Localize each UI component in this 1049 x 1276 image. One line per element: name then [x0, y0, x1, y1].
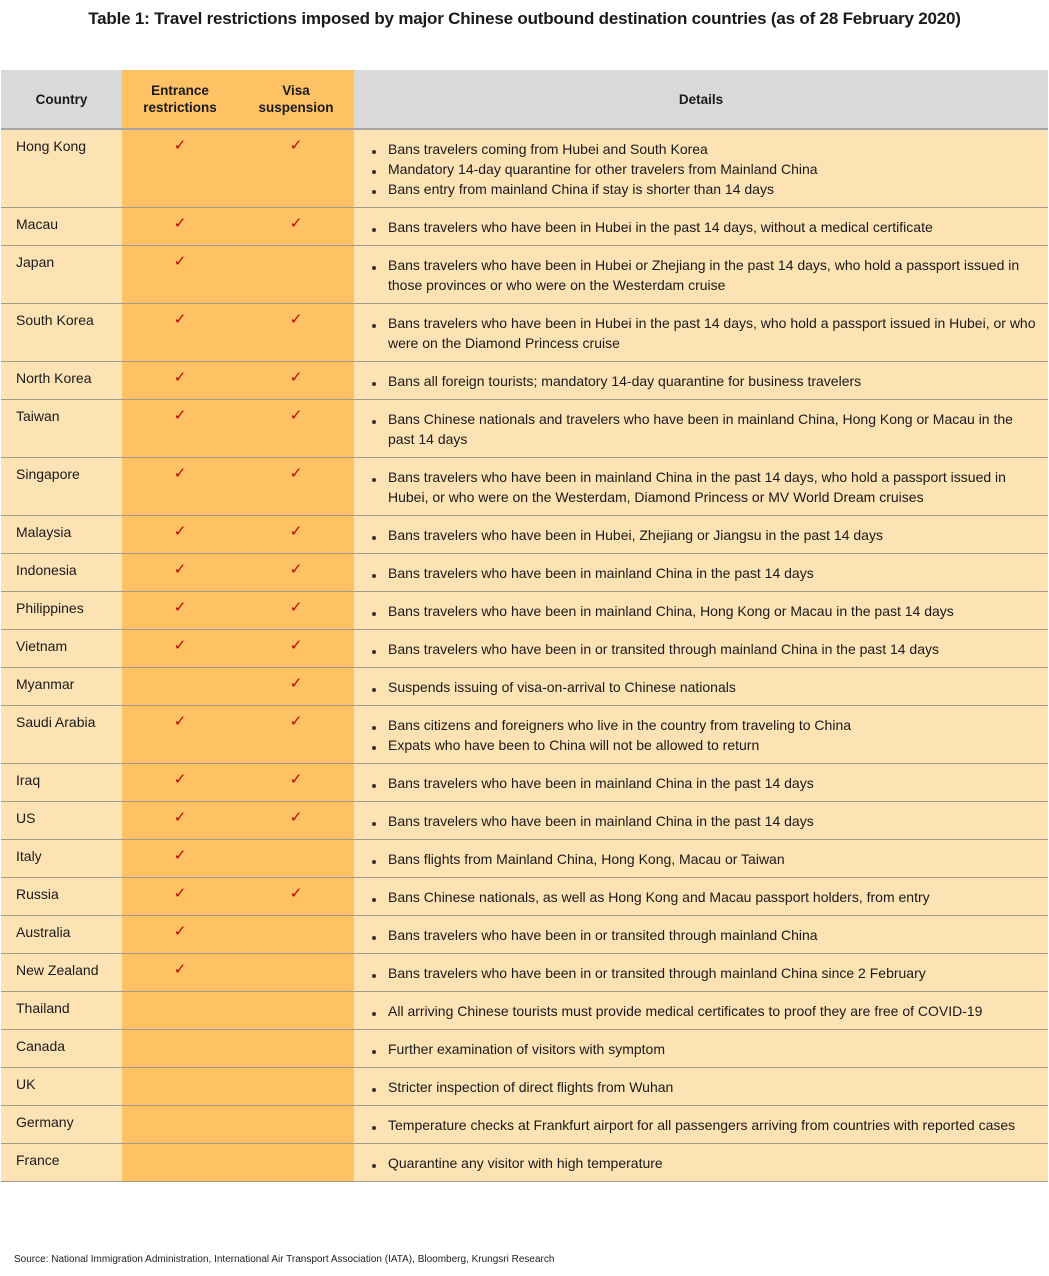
check-icon: ✓ — [173, 923, 187, 940]
header-entrance-restrictions — [122, 70, 238, 129]
country-cell: New Zealand — [1, 954, 122, 992]
details-list — [370, 887, 1038, 907]
entrance-restriction-cell — [122, 840, 238, 878]
details-list — [370, 313, 1038, 353]
details-list — [370, 217, 1038, 237]
visa-suspension-cell — [238, 554, 354, 592]
detail-item: Temperature checks at Frankfurt airport for all passengers arriving from countries with reported cases — [370, 1115, 1038, 1135]
detail-item: Mandatory 14-day quarantine for other travelers from Mainland China — [370, 159, 1038, 179]
check-icon: ✓ — [289, 675, 303, 692]
detail-item: Suspends issuing of visa-on-arrival to Chinese nationals — [370, 677, 1038, 697]
header-details: Details — [354, 70, 1048, 129]
details-list — [370, 1077, 1038, 1097]
details-list — [370, 409, 1038, 449]
entrance-restriction-cell — [122, 592, 238, 630]
visa-suspension-cell — [238, 706, 354, 764]
details-list — [370, 1153, 1038, 1173]
entrance-restriction-cell — [122, 1144, 238, 1182]
check-icon: ✓ — [289, 311, 303, 328]
check-icon: ✓ — [289, 771, 303, 788]
detail-item: Bans travelers who have been in Hubei, Zhejiang or Jiangsu in the past 14 days — [370, 525, 1038, 545]
check-icon: ✓ — [173, 885, 187, 902]
details-cell — [354, 458, 1048, 516]
visa-suspension-cell — [238, 840, 354, 878]
check-icon: ✓ — [289, 809, 303, 826]
country-cell: Italy — [1, 840, 122, 878]
details-cell — [354, 516, 1048, 554]
details-list — [370, 811, 1038, 831]
entrance-restriction-cell — [122, 246, 238, 304]
details-cell — [354, 954, 1048, 992]
visa-suspension-cell — [238, 304, 354, 362]
details-cell — [354, 592, 1048, 630]
travel-restrictions-table — [1, 70, 1048, 1182]
check-icon: ✓ — [289, 599, 303, 616]
visa-suspension-cell — [238, 1106, 354, 1144]
detail-item: All arriving Chinese tourists must provide medical certificates to proof they are free of COVID-19 — [370, 1001, 1038, 1021]
visa-suspension-cell — [238, 516, 354, 554]
country-cell: Russia — [1, 878, 122, 916]
visa-suspension-cell — [238, 1030, 354, 1068]
detail-item: Bans travelers who have been in mainland China in the past 14 days — [370, 773, 1038, 793]
details-cell — [354, 1068, 1048, 1106]
entrance-restriction-cell — [122, 554, 238, 592]
visa-suspension-cell — [238, 1144, 354, 1182]
entrance-restriction-cell — [122, 992, 238, 1030]
check-icon: ✓ — [289, 713, 303, 730]
country-cell: Vietnam — [1, 630, 122, 668]
detail-item: Expats who have been to China will not be allowed to return — [370, 735, 1038, 755]
visa-suspension-cell — [238, 1068, 354, 1106]
details-cell — [354, 630, 1048, 668]
check-icon: ✓ — [289, 407, 303, 424]
table-row — [1, 630, 1048, 668]
visa-suspension-cell — [238, 954, 354, 992]
country-cell: Thailand — [1, 992, 122, 1030]
check-icon: ✓ — [289, 369, 303, 386]
entrance-restriction-cell — [122, 1068, 238, 1106]
details-list — [370, 963, 1038, 983]
detail-item: Quarantine any visitor with high temperature — [370, 1153, 1038, 1173]
details-list — [370, 467, 1038, 507]
details-cell — [354, 706, 1048, 764]
details-cell — [354, 764, 1048, 802]
country-cell: Macau — [1, 208, 122, 246]
country-cell: US — [1, 802, 122, 840]
table-row — [1, 992, 1048, 1030]
table-row — [1, 592, 1048, 630]
details-cell — [354, 400, 1048, 458]
entrance-restriction-cell — [122, 764, 238, 802]
detail-item: Bans Chinese nationals, as well as Hong Kong and Macau passport holders, from entry — [370, 887, 1038, 907]
entrance-restriction-cell — [122, 878, 238, 916]
detail-item: Further examination of visitors with symptom — [370, 1039, 1038, 1059]
country-cell: UK — [1, 1068, 122, 1106]
visa-suspension-cell — [238, 246, 354, 304]
check-icon: ✓ — [173, 961, 187, 978]
country-cell: Japan — [1, 246, 122, 304]
country-cell: Philippines — [1, 592, 122, 630]
country-cell: Singapore — [1, 458, 122, 516]
table-row — [1, 954, 1048, 992]
table-row — [1, 458, 1048, 516]
table-row — [1, 1030, 1048, 1068]
entrance-restriction-cell — [122, 129, 238, 208]
table-body — [1, 129, 1048, 1182]
country-cell: Indonesia — [1, 554, 122, 592]
table-row — [1, 208, 1048, 246]
visa-suspension-cell — [238, 992, 354, 1030]
table-row — [1, 668, 1048, 706]
detail-item: Bans travelers who have been in Hubei in the past 14 days, without a medical certificate — [370, 217, 1038, 237]
country-cell: Saudi Arabia — [1, 706, 122, 764]
visa-suspension-cell — [238, 802, 354, 840]
table-row — [1, 840, 1048, 878]
details-cell — [354, 1030, 1048, 1068]
table-row — [1, 878, 1048, 916]
entrance-restriction-cell — [122, 1030, 238, 1068]
table-row — [1, 1068, 1048, 1106]
detail-item: Bans travelers who have been in Hubei or Zhejiang in the past 14 days, who hold a passport issued in those provinces or who were on the Westerdam cruise — [370, 255, 1038, 295]
details-list — [370, 677, 1038, 697]
detail-item: Bans citizens and foreigners who live in the country from traveling to China — [370, 715, 1038, 735]
detail-item: Bans travelers coming from Hubei and South Korea — [370, 139, 1038, 159]
entrance-restriction-cell — [122, 458, 238, 516]
entrance-restriction-cell — [122, 208, 238, 246]
details-list — [370, 255, 1038, 295]
visa-suspension-cell — [238, 129, 354, 208]
table-row — [1, 400, 1048, 458]
details-cell — [354, 840, 1048, 878]
header-entrance-line1: Entrance — [151, 83, 209, 98]
entrance-restriction-cell — [122, 516, 238, 554]
check-icon: ✓ — [173, 847, 187, 864]
table-row — [1, 1106, 1048, 1144]
details-list — [370, 525, 1038, 545]
visa-suspension-cell — [238, 764, 354, 802]
visa-suspension-cell — [238, 458, 354, 516]
table-row — [1, 304, 1048, 362]
check-icon: ✓ — [173, 713, 187, 730]
table-row — [1, 764, 1048, 802]
entrance-restriction-cell — [122, 400, 238, 458]
detail-item: Bans travelers who have been in or transited through mainland China since 2 February — [370, 963, 1038, 983]
table-row — [1, 802, 1048, 840]
entrance-restriction-cell — [122, 362, 238, 400]
check-icon: ✓ — [289, 215, 303, 232]
header-visa-line2: suspension — [258, 100, 334, 115]
country-cell: France — [1, 1144, 122, 1182]
visa-suspension-cell — [238, 362, 354, 400]
source-note: Source: National Immigration Administration, International Air Transport Association (IATA), Bloomberg, Krungsri Research — [14, 1254, 555, 1265]
detail-item: Bans travelers who have been in mainland China in the past 14 days — [370, 563, 1038, 583]
detail-item: Bans Chinese nationals and travelers who have been in mainland China, Hong Kong or Macau in the past 14 days — [370, 409, 1038, 449]
check-icon: ✓ — [173, 637, 187, 654]
entrance-restriction-cell — [122, 802, 238, 840]
entrance-restriction-cell — [122, 1106, 238, 1144]
visa-suspension-cell — [238, 592, 354, 630]
details-cell — [354, 878, 1048, 916]
country-cell: Germany — [1, 1106, 122, 1144]
detail-item: Bans entry from mainland China if stay is shorter than 14 days — [370, 179, 1038, 199]
check-icon: ✓ — [173, 771, 187, 788]
entrance-restriction-cell — [122, 706, 238, 764]
details-cell — [354, 1106, 1048, 1144]
table-row — [1, 362, 1048, 400]
table-row — [1, 129, 1048, 208]
visa-suspension-cell — [238, 208, 354, 246]
check-icon: ✓ — [173, 523, 187, 540]
header-entrance-line2: restrictions — [143, 100, 217, 115]
country-cell: Canada — [1, 1030, 122, 1068]
entrance-restriction-cell — [122, 916, 238, 954]
detail-item: Bans travelers who have been in mainland China in the past 14 days — [370, 811, 1038, 831]
detail-item: Bans travelers who have been in or transited through mainland China in the past 14 days — [370, 639, 1038, 659]
country-cell: Myanmar — [1, 668, 122, 706]
check-icon: ✓ — [173, 137, 187, 154]
details-list — [370, 1039, 1038, 1059]
details-cell — [354, 246, 1048, 304]
details-cell — [354, 304, 1048, 362]
country-cell: Iraq — [1, 764, 122, 802]
check-icon: ✓ — [289, 137, 303, 154]
entrance-restriction-cell — [122, 954, 238, 992]
check-icon: ✓ — [289, 561, 303, 578]
entrance-restriction-cell — [122, 668, 238, 706]
check-icon: ✓ — [173, 407, 187, 424]
country-cell: Australia — [1, 916, 122, 954]
details-cell — [354, 554, 1048, 592]
details-cell — [354, 668, 1048, 706]
header-country: Country — [1, 70, 122, 129]
details-list — [370, 563, 1038, 583]
detail-item: Bans all foreign tourists; mandatory 14-day quarantine for business travelers — [370, 371, 1038, 391]
table-row — [1, 246, 1048, 304]
country-cell: South Korea — [1, 304, 122, 362]
check-icon: ✓ — [173, 253, 187, 270]
table-row — [1, 516, 1048, 554]
table-title: Table 1: Travel restrictions imposed by major Chinese outbound destination countries (as of 28 February 2020) — [88, 9, 961, 28]
detail-item: Bans flights from Mainland China, Hong Kong, Macau or Taiwan — [370, 849, 1038, 869]
table-row — [1, 554, 1048, 592]
details-list — [370, 1001, 1038, 1021]
check-icon: ✓ — [173, 561, 187, 578]
header-row — [1, 70, 1048, 129]
check-icon: ✓ — [173, 599, 187, 616]
check-icon: ✓ — [289, 885, 303, 902]
details-list — [370, 601, 1038, 621]
check-icon: ✓ — [289, 523, 303, 540]
visa-suspension-cell — [238, 878, 354, 916]
visa-suspension-cell — [238, 916, 354, 954]
detail-item: Bans travelers who have been in Hubei in the past 14 days, who hold a passport issued in Hubei, or who were on the Diamond Princess cruise — [370, 313, 1038, 353]
country-cell: Taiwan — [1, 400, 122, 458]
check-icon: ✓ — [173, 465, 187, 482]
details-list — [370, 371, 1038, 391]
check-icon: ✓ — [289, 637, 303, 654]
details-list — [370, 773, 1038, 793]
detail-item: Bans travelers who have been in mainland China in the past 14 days, who hold a passport issued in Hubei, or who were on the Westerdam, Diamond Princess or MV World Dream cruises — [370, 467, 1038, 507]
check-icon: ✓ — [173, 369, 187, 386]
table-row — [1, 916, 1048, 954]
country-cell: Hong Kong — [1, 129, 122, 208]
details-cell — [354, 992, 1048, 1030]
details-cell — [354, 802, 1048, 840]
detail-item: Stricter inspection of direct flights from Wuhan — [370, 1077, 1038, 1097]
header-visa-line1: Visa — [282, 83, 310, 98]
details-list — [370, 1115, 1038, 1135]
visa-suspension-cell — [238, 630, 354, 668]
details-list — [370, 639, 1038, 659]
details-cell — [354, 362, 1048, 400]
entrance-restriction-cell — [122, 304, 238, 362]
detail-item: Bans travelers who have been in mainland China, Hong Kong or Macau in the past 14 days — [370, 601, 1038, 621]
entrance-restriction-cell — [122, 630, 238, 668]
visa-suspension-cell — [238, 400, 354, 458]
country-cell: North Korea — [1, 362, 122, 400]
detail-item: Bans travelers who have been in or transited through mainland China — [370, 925, 1038, 945]
check-icon: ✓ — [173, 311, 187, 328]
details-list — [370, 925, 1038, 945]
details-list — [370, 715, 1038, 755]
visa-suspension-cell — [238, 668, 354, 706]
details-list — [370, 139, 1038, 199]
table-row — [1, 1144, 1048, 1182]
country-cell: Malaysia — [1, 516, 122, 554]
table-row — [1, 706, 1048, 764]
details-cell — [354, 916, 1048, 954]
details-list — [370, 849, 1038, 869]
check-icon: ✓ — [173, 215, 187, 232]
details-cell — [354, 129, 1048, 208]
details-cell — [354, 208, 1048, 246]
check-icon: ✓ — [173, 809, 187, 826]
header-visa-suspension — [238, 70, 354, 129]
details-cell — [354, 1144, 1048, 1182]
check-icon: ✓ — [289, 465, 303, 482]
